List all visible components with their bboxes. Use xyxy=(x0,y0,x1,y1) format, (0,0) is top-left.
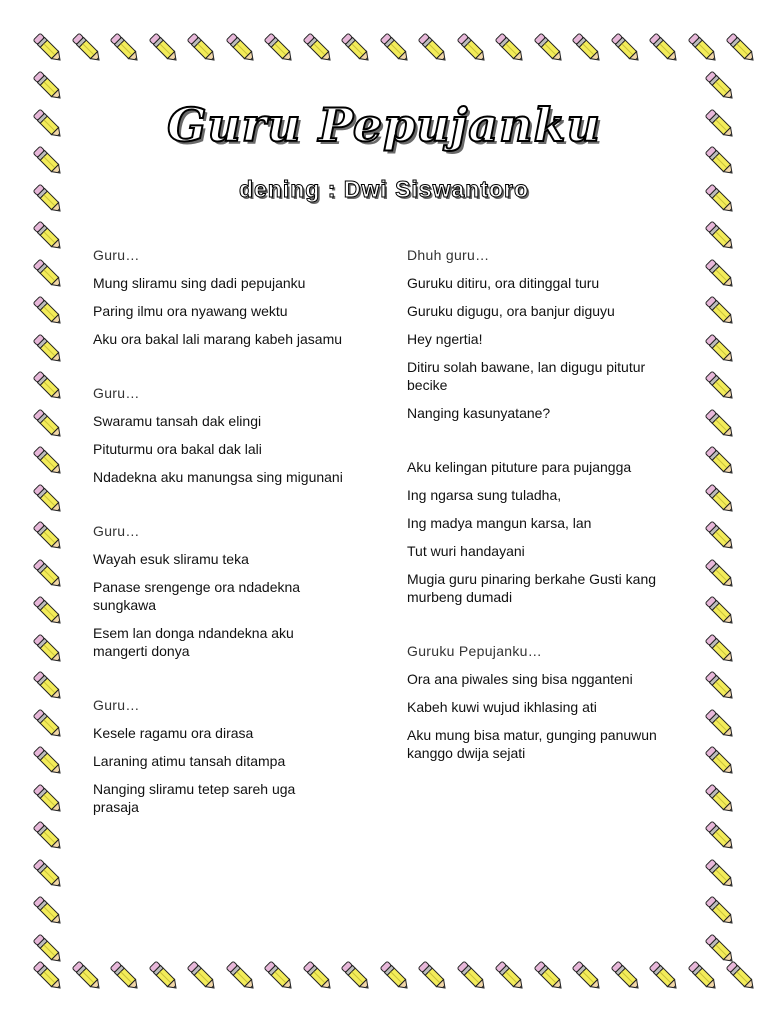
pencil-icon xyxy=(700,254,740,294)
poem-line: Paring ilmu ora nyawang wektu xyxy=(93,303,288,319)
pencil-icon xyxy=(28,854,68,894)
pencil-icon xyxy=(28,216,68,256)
pencil-icon xyxy=(28,929,68,969)
poem-line: Nanging sliramu tetep sareh uga prasaja xyxy=(93,781,296,815)
pencil-icon xyxy=(490,28,530,68)
pencil-icon xyxy=(683,28,723,68)
pencil-icon xyxy=(144,956,184,996)
pencil-icon xyxy=(28,816,68,856)
pencil-icon xyxy=(105,28,145,68)
pencil-icon xyxy=(700,441,740,481)
pencil-icon xyxy=(28,516,68,556)
pencil-icon xyxy=(375,956,415,996)
pencil-icon xyxy=(413,956,453,996)
pencil-icon xyxy=(700,629,740,669)
poem-line: Esem lan donga ndandekna aku mangerti donya xyxy=(93,625,294,659)
pencil-icon xyxy=(700,404,740,444)
pencil-icon xyxy=(28,366,68,406)
pencil-icon xyxy=(606,28,646,68)
poem-line: Laraning atimu tansah ditampa xyxy=(93,753,286,769)
pencil-icon xyxy=(28,254,68,294)
pencil-icon xyxy=(298,28,338,68)
pencil-icon xyxy=(700,854,740,894)
pencil-icon xyxy=(452,956,492,996)
pencil-icon xyxy=(700,929,740,969)
poem-line: Aku mung bisa matur, gunging panuwun kanggo dwija sejati xyxy=(407,727,657,761)
pencil-icon xyxy=(700,891,740,931)
pencil-icon xyxy=(567,28,607,68)
stanza-heading: Guruku Pepujanku… xyxy=(407,643,543,659)
pencil-icon xyxy=(567,956,607,996)
stanza-heading: Guru… xyxy=(93,697,140,713)
poem-line: Pituturmu ora bakal dak lali xyxy=(93,441,262,457)
pencil-icon xyxy=(28,441,68,481)
poem-line: Panase srengenge ora ndadekna sungkawa xyxy=(93,579,301,613)
poem-line: Mung sliramu sing dadi pepujanku xyxy=(93,275,306,291)
pencil-icon xyxy=(700,741,740,781)
stanza-break xyxy=(93,348,343,384)
stanza-break xyxy=(93,660,343,696)
pencil-icon xyxy=(700,366,740,406)
pencil-icon xyxy=(644,956,684,996)
poem-line: Nanging kasunyatane? xyxy=(407,405,551,421)
poem-right-column xyxy=(407,246,677,762)
pencil-icon xyxy=(336,28,376,68)
poem-line: Aku ora bakal lali marang kabeh jasamu xyxy=(93,331,343,347)
stanza-break xyxy=(407,606,677,642)
pencil-icon xyxy=(28,629,68,669)
stanza-break xyxy=(93,486,343,522)
poem-line: Ndadekna aku manungsa sing migunani xyxy=(93,469,343,485)
pencil-icon xyxy=(298,956,338,996)
pencil-icon xyxy=(606,956,646,996)
pencil-icon xyxy=(700,779,740,819)
pencil-icon xyxy=(700,216,740,256)
pencil-icon xyxy=(700,516,740,556)
poem-author: dening : Dwi Siswantoro xyxy=(238,176,530,202)
poem-line: Ditiru solah bawane, lan digugu pitutur becike xyxy=(407,359,646,393)
pencil-icon xyxy=(529,956,569,996)
poem-line: Ing madya mangun karsa, lan xyxy=(407,515,592,531)
pencil-icon xyxy=(700,554,740,594)
pencil-icon xyxy=(413,28,453,68)
poem-line: Kabeh kuwi wujud ikhlasing ati xyxy=(407,699,597,715)
pencil-icon xyxy=(700,291,740,331)
stanza-heading: Guru… xyxy=(93,385,140,401)
stanza-break xyxy=(407,422,677,458)
pencil-icon xyxy=(144,28,184,68)
pencil-icon xyxy=(721,28,761,68)
pencil-icon xyxy=(221,28,261,68)
pencil-icon xyxy=(644,28,684,68)
pencil-icon xyxy=(490,956,530,996)
pencil-icon xyxy=(28,891,68,931)
pencil-icon xyxy=(28,704,68,744)
pencil-icon xyxy=(336,956,376,996)
pencil-icon xyxy=(700,591,740,631)
pencil-icon xyxy=(375,28,415,68)
pencil-icon xyxy=(700,479,740,519)
stanza-heading: Dhuh guru… xyxy=(407,247,490,263)
pencil-icon xyxy=(28,779,68,819)
stanza-heading: Guru… xyxy=(93,523,140,539)
poem-line: Kesele ragamu ora dirasa xyxy=(93,725,254,741)
pencil-icon xyxy=(28,291,68,331)
poem-line: Swaramu tansah dak elingi xyxy=(93,413,262,429)
poem-line: Wayah esuk sliramu teka xyxy=(93,551,249,567)
poem-title: Guru Pepujanku xyxy=(167,98,601,152)
stanza-heading: Guru… xyxy=(93,247,140,263)
poem-line: Tut wuri handayani xyxy=(407,543,525,559)
pencil-icon xyxy=(700,666,740,706)
pencil-icon xyxy=(700,329,740,369)
pencil-icon xyxy=(182,28,222,68)
pencil-icon xyxy=(28,28,68,68)
pencil-icon xyxy=(28,741,68,781)
poem-line: Hey ngertia! xyxy=(407,331,483,347)
pencil-icon xyxy=(105,956,145,996)
poem-line: Aku kelingan pituture para pujangga xyxy=(407,459,632,475)
poem-line: Ing ngarsa sung tuladha, xyxy=(407,487,562,503)
poem-line: Guruku ditiru, ora ditinggal turu xyxy=(407,275,600,291)
pencil-icon xyxy=(28,591,68,631)
pencil-icon xyxy=(28,554,68,594)
poem-line: Mugia guru pinaring berkahe Gusti kang murbeng dumadi xyxy=(407,571,657,605)
poem-left-column xyxy=(93,246,343,816)
pencil-icon xyxy=(67,956,107,996)
pencil-icon xyxy=(28,666,68,706)
poem-line: Guruku digugu, ora banjur diguyu xyxy=(407,303,615,319)
pencil-icon xyxy=(221,956,261,996)
pencil-icon xyxy=(182,956,222,996)
pencil-icon xyxy=(259,28,299,68)
pencil-icon xyxy=(67,28,107,68)
pencil-icon xyxy=(259,956,299,996)
pencil-icon xyxy=(529,28,569,68)
pencil-icon xyxy=(28,479,68,519)
pencil-icon xyxy=(700,816,740,856)
pencil-icon xyxy=(452,28,492,68)
poem-line: Ora ana piwales sing bisa ngganteni xyxy=(407,671,633,687)
pencil-icon xyxy=(28,329,68,369)
pencil-icon xyxy=(28,404,68,444)
pencil-icon xyxy=(700,704,740,744)
